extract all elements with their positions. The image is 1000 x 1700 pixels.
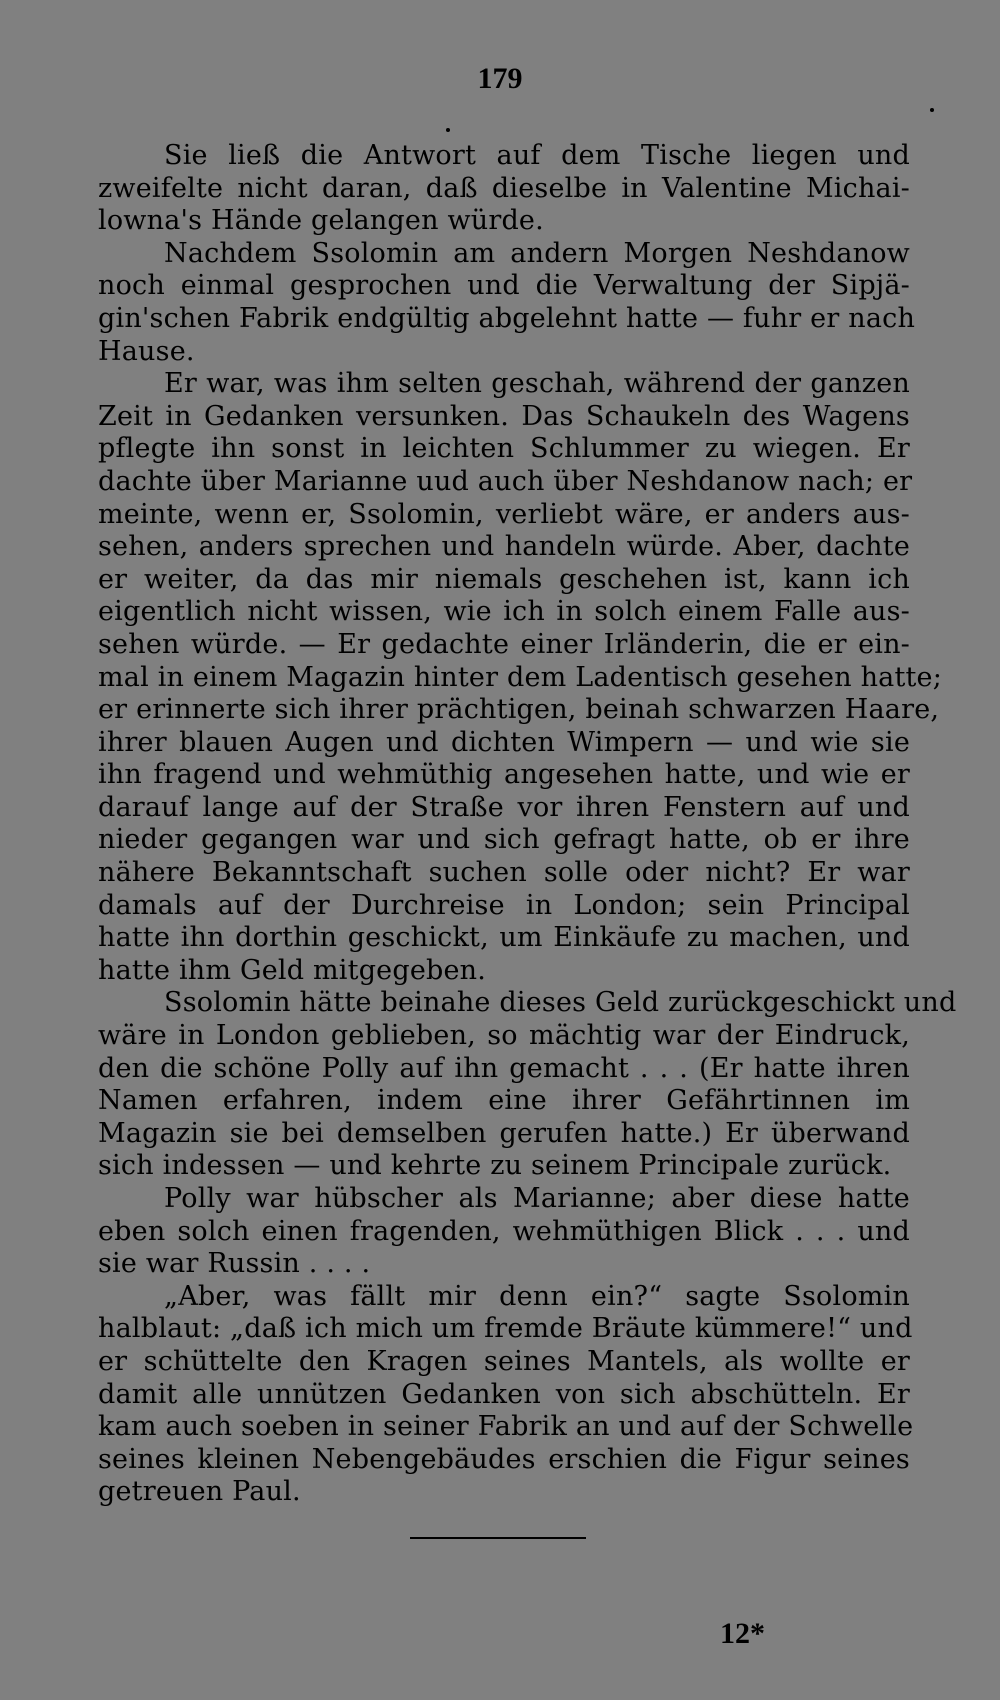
- text-line: halblaut: „daß ich mich um fremde Bräute kümmere!“ und: [98, 1313, 913, 1345]
- text-line: noch einmal gesprochen und die Verwaltung der Sipjä-: [98, 270, 910, 302]
- text-line: getreuen Paul.: [98, 1476, 301, 1508]
- text-line: sie war Russin . . . .: [98, 1248, 371, 1280]
- text-line: kam auch soeben in seiner Fabrik an und auf der Schwelle: [98, 1411, 914, 1443]
- text-line: nähere Bekanntschaft suchen solle oder nicht? Er war: [98, 857, 910, 889]
- text-line: Sie ließ die Antwort auf dem Tische liegen und: [164, 140, 910, 171]
- print-speck: [930, 108, 934, 112]
- text-line: sehen, anders sprechen und handeln würde. Aber, dachte: [98, 531, 910, 563]
- text-line: sich indessen — und kehrte zu seinem Principale zurück.: [98, 1150, 892, 1182]
- text-line: hatte ihm Geld mitgegeben.: [98, 954, 487, 986]
- text-line: Magazin sie bei demselben gerufen hatte.) Er überwand: [98, 1117, 910, 1149]
- text-line: zweifelte nicht daran, daß dieselbe in Valentine Michai-: [98, 172, 910, 204]
- text-line: eigentlich nicht wissen, wie ich in solch einem Falle aus-: [98, 596, 910, 628]
- text-line: er weiter, da das mir niemals geschehen ist, kann ich: [98, 563, 910, 595]
- text-line: seines kleinen Nebengebäudes erschien die Figur seines: [98, 1443, 910, 1475]
- text-line: Namen erfahren, indem eine ihrer Gefährtinnen im: [98, 1085, 910, 1117]
- text-line: dachte über Marianne uud auch über Neshdanow nach; er: [98, 465, 913, 497]
- text-line: ihrer blauen Augen und dichten Wimpern — und wie sie: [98, 726, 910, 758]
- text-line: eben solch einen fragenden, wehmüthigen Blick . . . und: [98, 1215, 910, 1247]
- text-line: er erinnerte sich ihrer prächtigen, beinah schwarzen Haare,: [98, 694, 940, 726]
- printer-signature: 12*: [720, 1617, 765, 1650]
- text-line: wäre in London geblieben, so mächtig war der Eindruck,: [98, 1020, 910, 1052]
- text-line: damit alle unnützen Gedanken von sich abschütteln. Er: [98, 1378, 910, 1410]
- text-line: Nachdem Ssolomin am andern Morgen Neshdanow: [164, 237, 910, 269]
- page-number: 179: [477, 62, 523, 95]
- text-line: gin'schen Fabrik endgültig abgelehnt hatte — fuhr er nach: [98, 302, 916, 334]
- text-line: Polly war hübscher als Marianne; aber diese hatte: [164, 1183, 910, 1214]
- text-line: Zeit in Gedanken versunken. Das Schaukeln des Wagens: [98, 400, 910, 432]
- text-line: pflegte ihn sonst in leichten Schlummer zu wiegen. Er: [98, 433, 910, 465]
- text-line: damals auf der Durchreise in London; sein Principal: [98, 889, 910, 921]
- text-line: Hause.: [98, 335, 195, 367]
- text-line: er schüttelte den Kragen seines Mantels, als wollte er: [98, 1345, 910, 1377]
- body-text: [98, 140, 957, 1509]
- text-line: sehen würde. — Er gedachte einer Irländerin, die er ein-: [98, 628, 910, 660]
- print-speck: [446, 128, 450, 132]
- text-line: hatte ihn dorthin geschickt, um Einkäufe zu machen, und: [98, 922, 910, 954]
- text-line: lowna's Hände gelangen würde.: [98, 205, 544, 237]
- text-line: nieder gegangen war und sich gefragt hatte, ob er ihre: [98, 824, 910, 856]
- text-line: „Aber, was fällt mir denn ein?“ sagte Ssolomin: [164, 1280, 910, 1312]
- text-line: Er war, was ihm selten geschah, während der ganzen: [164, 368, 910, 400]
- text-line: ihn fragend und wehmüthig angesehen hatte, und wie er: [98, 759, 910, 791]
- text-line: darauf lange auf der Straße vor ihren Fenstern auf und: [98, 791, 910, 823]
- text-line: meinte, wenn er, Ssolomin, verliebt wäre, er anders aus-: [98, 498, 910, 530]
- text-line: mal in einem Magazin hinter dem Ladentisch gesehen hatte;: [98, 661, 943, 693]
- text-line: Ssolomin hätte beinahe dieses Geld zurückgeschickt und: [164, 987, 957, 1019]
- text-line: den die schöne Polly auf ihn gemacht . . . (Er hatte ihren: [98, 1052, 910, 1084]
- end-rule: [410, 1537, 586, 1539]
